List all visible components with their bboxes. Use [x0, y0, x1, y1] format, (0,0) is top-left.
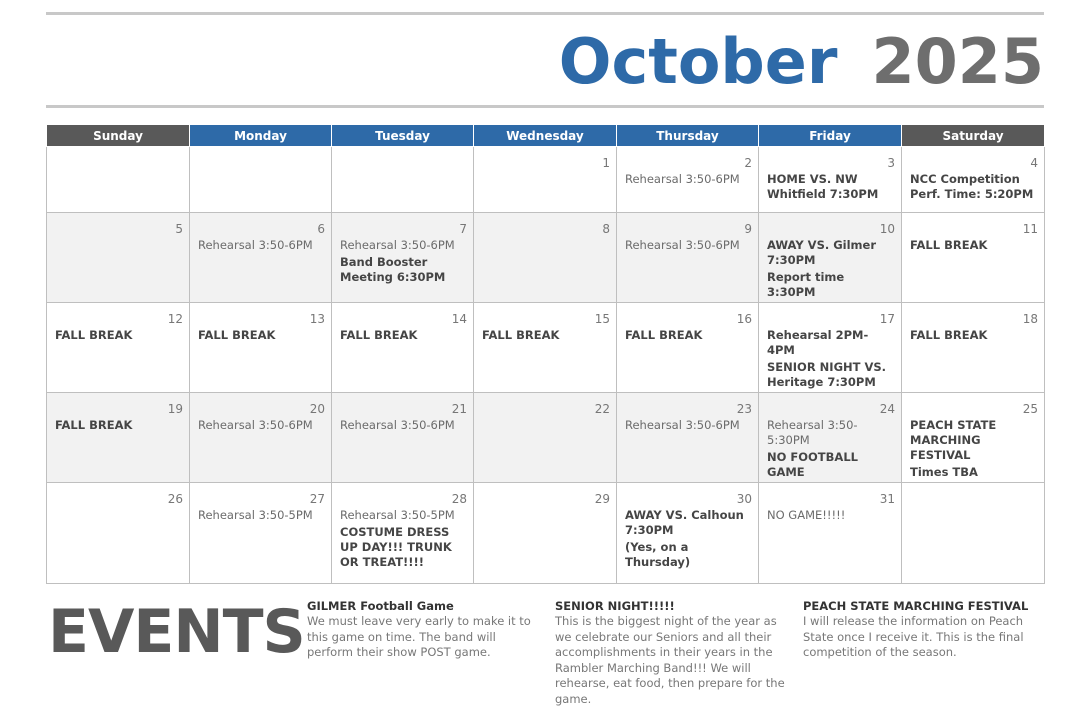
header-friday: Friday	[759, 125, 902, 147]
calendar-event: PEACH STATE MARCHING FESTIVAL	[910, 418, 997, 462]
title-rule	[46, 105, 1044, 108]
event-note-body: We must leave very early to make it to this game on time. The band will perform their show POST game.	[307, 614, 531, 659]
day-events	[332, 326, 473, 343]
header-thursday: Thursday	[617, 125, 759, 147]
day-events	[47, 236, 189, 238]
day-events	[47, 170, 189, 172]
calendar-event: Band Booster Meeting 6:30PM	[340, 255, 446, 284]
weekday-header-row	[47, 125, 1045, 147]
event-note-title: SENIOR NIGHT!!!!!	[555, 599, 675, 613]
day-number: 20	[309, 402, 325, 416]
year-title: 2025	[871, 24, 1044, 98]
day-events	[190, 170, 331, 172]
day-events	[47, 326, 189, 343]
calendar-event: Rehearsal 3:50-6PM	[625, 172, 740, 186]
day-number: 4	[1030, 156, 1038, 170]
day-events	[759, 416, 901, 480]
day-number: 22	[594, 402, 610, 416]
day-cell	[759, 303, 902, 393]
day-events	[190, 416, 331, 433]
calendar-event: Rehearsal 3:50-5PM	[340, 508, 455, 522]
day-events	[332, 170, 473, 172]
day-events	[47, 416, 189, 433]
day-cell	[474, 393, 617, 483]
calendar-event: Rehearsal 3:50-6PM	[625, 418, 740, 432]
day-number	[47, 147, 189, 170]
day-cell	[47, 147, 190, 213]
event-note-body: I will release the information on Peach State once I receive it. This is the final competition of the season.	[803, 614, 1024, 659]
day-cell	[902, 303, 1045, 393]
day-number: 28	[451, 492, 467, 506]
day-cell	[332, 393, 474, 483]
day-events	[759, 506, 901, 523]
day-cell	[902, 483, 1045, 584]
calendar-event: FALL BREAK	[482, 328, 560, 342]
day-cell	[474, 303, 617, 393]
event-note-title: GILMER Football Game	[307, 599, 454, 613]
day-number: 30	[736, 492, 752, 506]
day-cell	[190, 303, 332, 393]
calendar-event: HOME VS. NW Whitfield 7:30PM	[767, 172, 879, 201]
day-events	[759, 326, 901, 390]
day-number: 29	[594, 492, 610, 506]
calendar-event: Rehearsal 2PM-4PM	[767, 328, 869, 357]
calendar-grid	[46, 124, 1045, 584]
day-events	[474, 416, 616, 418]
day-events	[902, 170, 1044, 202]
day-number: 25	[1022, 402, 1038, 416]
calendar-event: Rehearsal 3:50-5:30PM	[767, 418, 858, 447]
calendar-event: FALL BREAK	[625, 328, 703, 342]
day-number: 5	[175, 222, 183, 236]
calendar-event: AWAY VS. Calhoun 7:30PM	[625, 508, 744, 537]
week-row	[47, 393, 1045, 483]
day-cell	[190, 213, 332, 303]
page-title	[559, 18, 1044, 104]
day-events	[759, 170, 901, 202]
day-number: 11	[1022, 222, 1038, 236]
day-cell	[902, 147, 1045, 213]
calendar-event: SENIOR NIGHT VS. Heritage 7:30PM	[767, 360, 887, 389]
calendar-event: NO GAME!!!!!	[767, 508, 846, 522]
day-events	[474, 170, 616, 172]
day-cell	[332, 213, 474, 303]
day-number: 18	[1022, 312, 1038, 326]
calendar-event: FALL BREAK	[910, 238, 988, 252]
calendar-event: FALL BREAK	[198, 328, 276, 342]
calendar-event: Rehearsal 3:50-5PM	[198, 508, 313, 522]
calendar-event: FALL BREAK	[55, 418, 133, 432]
calendar-event: Times TBA	[910, 465, 978, 479]
day-cell	[332, 147, 474, 213]
top-rule	[46, 12, 1044, 15]
day-number: 27	[309, 492, 325, 506]
day-events	[332, 506, 473, 570]
day-events	[902, 326, 1044, 343]
day-number: 2	[744, 156, 752, 170]
event-note-senior-night	[555, 598, 791, 707]
day-number: 9	[744, 222, 752, 236]
day-number: 16	[736, 312, 752, 326]
day-events	[332, 236, 473, 285]
day-cell	[759, 483, 902, 584]
week-row	[47, 483, 1045, 584]
calendar-event: AWAY VS. Gilmer 7:30PM	[767, 238, 877, 267]
day-cell	[47, 303, 190, 393]
day-number: 12	[167, 312, 183, 326]
day-number: 6	[317, 222, 325, 236]
day-cell	[759, 213, 902, 303]
day-number: 21	[451, 402, 467, 416]
day-events	[474, 506, 616, 508]
calendar-event: Report time 3:30PM	[767, 270, 845, 299]
day-cell	[617, 213, 759, 303]
week-row	[47, 213, 1045, 303]
day-events	[902, 506, 1044, 508]
calendar-event: NO FOOTBALL GAME	[767, 450, 858, 479]
header-sunday: Sunday	[47, 125, 190, 147]
day-number	[902, 483, 1044, 506]
event-note-peach-state	[803, 598, 1039, 661]
event-note-body: This is the biggest night of the year as we celebrate our Seniors and all their accomplishments in their years in the Rambler Marching Band!!! We will rehearse, eat food, then prepare for the game.	[555, 614, 785, 706]
day-events	[902, 416, 1044, 480]
day-events	[617, 326, 758, 343]
day-cell	[190, 483, 332, 584]
day-events	[190, 506, 331, 523]
day-number	[332, 147, 473, 170]
day-number: 10	[879, 222, 895, 236]
header-tuesday: Tuesday	[332, 125, 474, 147]
day-cell	[47, 213, 190, 303]
calendar-event: FALL BREAK	[910, 328, 988, 342]
day-cell	[617, 393, 759, 483]
calendar-event: (Yes, on a Thursday)	[625, 540, 691, 569]
week-row	[47, 147, 1045, 213]
day-cell	[332, 483, 474, 584]
week-row	[47, 303, 1045, 393]
day-number: 15	[594, 312, 610, 326]
event-note-title: PEACH STATE MARCHING FESTIVAL	[803, 599, 1029, 613]
calendar-event: NCC Competition Perf. Time: 5:20PM	[910, 172, 1034, 201]
header-wednesday: Wednesday	[474, 125, 617, 147]
calendar-event: Rehearsal 3:50-6PM	[198, 238, 313, 252]
day-number	[190, 147, 331, 170]
day-cell	[617, 303, 759, 393]
day-events	[190, 326, 331, 343]
day-cell	[474, 213, 617, 303]
day-events	[474, 236, 616, 238]
day-number: 3	[887, 156, 895, 170]
calendar-event: FALL BREAK	[340, 328, 418, 342]
day-cell	[47, 483, 190, 584]
day-cell	[617, 483, 759, 584]
day-cell	[474, 147, 617, 213]
calendar-event: FALL BREAK	[55, 328, 133, 342]
day-number: 8	[602, 222, 610, 236]
calendar-event: Rehearsal 3:50-6PM	[340, 238, 455, 252]
day-events	[190, 236, 331, 253]
events-heading: EVENTS	[48, 597, 305, 667]
day-cell	[759, 393, 902, 483]
day-cell	[474, 483, 617, 584]
calendar-event: Rehearsal 3:50-6PM	[198, 418, 313, 432]
day-cell	[190, 147, 332, 213]
day-events	[617, 170, 758, 187]
header-monday: Monday	[190, 125, 332, 147]
month-title: October	[558, 24, 838, 98]
calendar-event: Rehearsal 3:50-6PM	[625, 238, 740, 252]
header-saturday: Saturday	[902, 125, 1045, 147]
day-number: 13	[309, 312, 325, 326]
day-cell	[332, 303, 474, 393]
day-events	[332, 416, 473, 433]
calendar-event: Rehearsal 3:50-6PM	[340, 418, 455, 432]
day-cell	[902, 213, 1045, 303]
day-events	[759, 236, 901, 300]
day-cell	[47, 393, 190, 483]
day-events	[617, 506, 758, 570]
day-number: 1	[602, 156, 610, 170]
day-number: 14	[451, 312, 467, 326]
day-cell	[190, 393, 332, 483]
day-number: 17	[879, 312, 895, 326]
day-number: 23	[736, 402, 752, 416]
calendar-event: COSTUME DRESS UP DAY!!! TRUNK OR TREAT!!!!	[340, 525, 452, 569]
day-number: 7	[459, 222, 467, 236]
day-cell	[902, 393, 1045, 483]
day-number: 24	[879, 402, 895, 416]
day-events	[617, 416, 758, 433]
day-events	[474, 326, 616, 343]
day-cell	[759, 147, 902, 213]
event-note-gilmer	[307, 598, 543, 661]
day-cell	[617, 147, 759, 213]
day-number: 31	[879, 492, 895, 506]
day-events	[617, 236, 758, 253]
day-events	[47, 506, 189, 508]
day-number: 26	[167, 492, 183, 506]
day-number: 19	[167, 402, 183, 416]
day-events	[902, 236, 1044, 253]
